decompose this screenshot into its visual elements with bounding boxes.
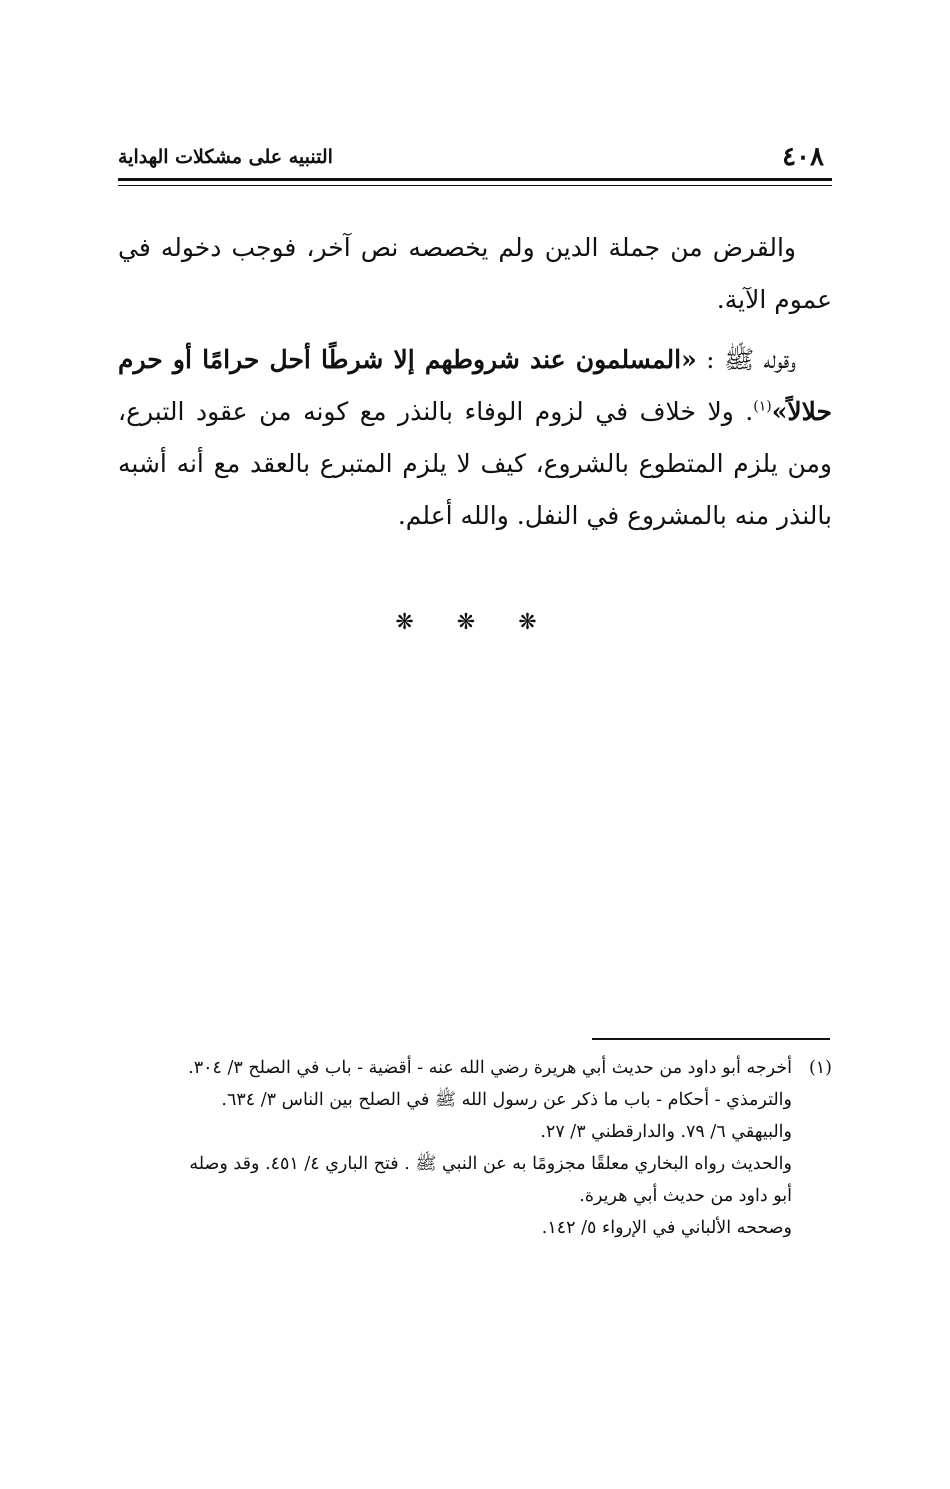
footnote-line: والبيهقي ٦/ ٧٩. والدارقطني ٣/ ٢٧. — [540, 1122, 792, 1142]
footnote-number: (١) — [808, 1058, 832, 1078]
paragraph-2-rest: . ولا خلاف في لزوم الوفاء بالنذر مع كونه من عقود التبرع، ومن يلزم المتطوع بالشروع، كيف لا يلزم المتبرع بالعقد مع أنه أشبه بالنذر منه بالمشروع في النفل. والله أعلم. — [118, 397, 832, 530]
footnote-line: والترمذي - أحكام - باب ما ذكر عن رسول الله ﷺ في الصلح بين الناس ٣/ ٦٣٤. — [221, 1090, 792, 1110]
paragraph-1: والقرض من جملة الدين ولم يخصصه نص آخر، فوجب دخوله في عموم الآية. — [118, 233, 832, 314]
page-header — [118, 140, 832, 176]
footnote-line: وصححه الألباني في الإرواء ٥/ ١٤٢. — [541, 1218, 792, 1238]
paragraph-2 — [118, 334, 832, 542]
header-rule-thick — [118, 178, 832, 181]
main-text — [118, 222, 832, 550]
footnote-line: أبو داود من حديث أبي هريرة. — [579, 1186, 792, 1206]
page-number: ٤٠٨ — [782, 142, 824, 172]
section-separator: ❋ ❋ ❋ — [395, 610, 555, 635]
header-rule-thin — [118, 185, 832, 186]
footnote-rule — [592, 1038, 830, 1040]
footnote-1 — [118, 1052, 832, 1244]
paragraph-2-intro: وقوله ﷺ : — [696, 345, 796, 374]
footnote-line: أخرجه أبو داود من حديث أبي هريرة رضي الله عنه - أقضية - باب في الصلح ٣/ ٣٠٤. — [188, 1058, 792, 1078]
running-title: التنبيه على مشكلات الهداية — [118, 146, 333, 168]
hadith-quote: «المسلمون عند شروطهم إلا شرطًا أحل حرامًا أو حرم حلالاً» — [118, 345, 832, 426]
footnote-reference: (١) — [753, 398, 772, 415]
footnote-line: والحديث رواه البخاري معلقًا مجزومًا به عن النبي ﷺ . فتح الباري ٤/ ٤٥١. وقد وصله — [189, 1154, 792, 1174]
footnotes — [118, 1052, 832, 1244]
